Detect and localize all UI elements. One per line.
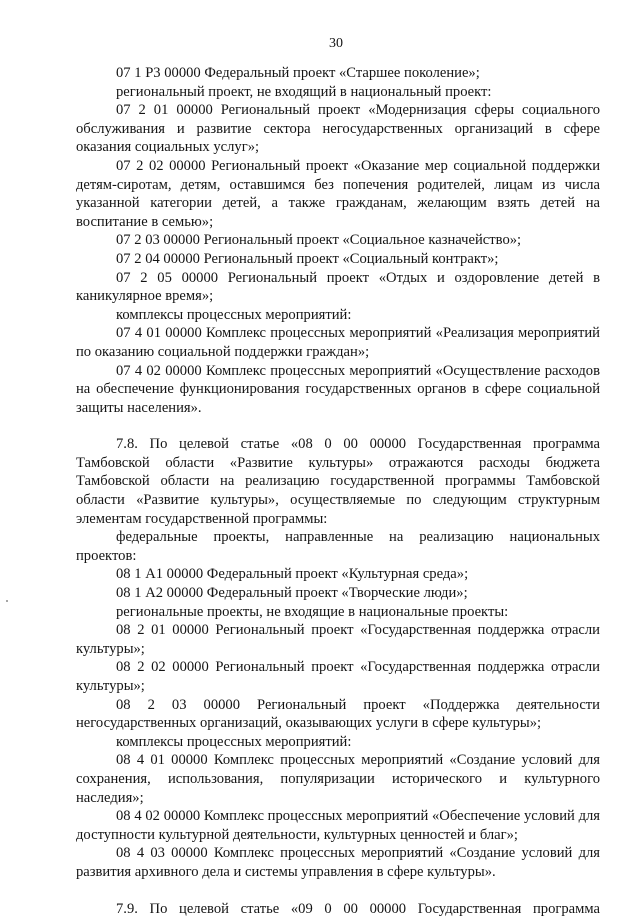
paragraph-regional-projects-heading: региональные проекты, не входящие в национальные проекты: bbox=[116, 603, 509, 620]
paragraph-section-7-8: 7.8. По целевой статье «08 0 00 00000 Государственная программа Тамбовской области «Развитие культуры» отражаются расходы бюджета Тамбовской области на реализацию государственной программы Тамбовской области «Развитие культуры», осуществляемые по следующим структурным элементам государственной программы: bbox=[76, 436, 600, 527]
paragraph-federal-project-08-1-a2: 08 1 А2 00000 Федеральный проект «Творческие люди»; bbox=[116, 585, 468, 602]
paragraph-process-complex-07-4-01: 07 4 01 00000 Комплекс процессных мероприятий «Реализация мероприятий по оказанию социальной поддержки граждан»; bbox=[76, 325, 600, 360]
paragraph-regional-project-07-2-05: 07 2 05 00000 Региональный проект «Отдых и оздоровление детей в каникулярное время»; bbox=[76, 269, 600, 305]
paragraph-regional-project-07-2-01: 07 2 01 00000 Региональный проект «Модернизация сферы социального обслуживания и развитие сектора негосударственных организаций в сфере оказания социальных услуг»; bbox=[76, 102, 600, 156]
paragraph-regional-project-heading: региональный проект, не входящий в национальный проект: bbox=[116, 83, 492, 100]
paragraph-federal-projects-heading: федеральные проекты, направленные на реализацию национальных проектов: bbox=[76, 529, 600, 564]
paragraph-federal-project-07-1-p3: 07 1 Р3 00000 Федеральный проект «Старшее поколение»; bbox=[116, 65, 480, 81]
paragraph-federal-project-08-1-a1: 08 1 А1 00000 Федеральный проект «Культурная среда»; bbox=[116, 566, 469, 583]
paragraph-regional-project-08-2-01: 08 2 01 00000 Региональный проект «Государственная поддержка отрасли культуры»; bbox=[76, 622, 600, 657]
paragraph-process-complex-08-4-03: 08 4 03 00000 Комплекс процессных мероприятий «Создание условий для развития архивного дела и системы управления в сфере культуры». bbox=[76, 845, 600, 880]
page-number: 30 bbox=[329, 36, 343, 51]
paragraph-process-complexes-heading-2: комплексы процессных мероприятий: bbox=[116, 733, 352, 750]
scan-artifact bbox=[6, 600, 8, 602]
document-body bbox=[76, 64, 600, 918]
paragraph-regional-project-07-2-02: 07 2 02 00000 Региональный проект «Оказание мер социальной поддержки детям-сиротам, детям, оставшимся без попечения родителей, лицам из числа указанной категории детей, а также гражданам, желающим взять детей на воспитание в семью»; bbox=[76, 157, 600, 230]
paragraph-regional-project-07-2-04: 07 2 04 00000 Региональный проект «Социальный контракт»; bbox=[116, 250, 499, 267]
paragraph-process-complex-07-4-02: 07 4 02 00000 Комплекс процессных мероприятий «Осуществление расходов на обеспечение функционирования государственных органов в сфере социальной защиты населения». bbox=[76, 362, 600, 416]
paragraph-section-7-9: 7.9. По целевой статье «09 0 00 00000 Государственная программа bbox=[116, 900, 600, 917]
paragraph-process-complex-08-4-01: 08 4 01 00000 Комплекс процессных мероприятий «Создание условий для сохранения, использования, популяризации исторического и культурного наследия»; bbox=[76, 752, 600, 806]
paragraph-regional-project-08-2-03: 08 2 03 00000 Региональный проект «Поддержка деятельности негосударственных организаций, оказывающих услуги в сфере культуры»; bbox=[76, 696, 600, 732]
paragraph-regional-project-08-2-02: 08 2 02 00000 Региональный проект «Государственная поддержка отрасли культуры»; bbox=[76, 659, 600, 694]
paragraph-process-complex-08-4-02: 08 4 02 00000 Комплекс процессных мероприятий «Обеспечение условий для доступности культурной деятельности, культурных ценностей и благ»; bbox=[76, 808, 600, 843]
paragraph-regional-project-07-2-03: 07 2 03 00000 Региональный проект «Социальное казначейство»; bbox=[116, 232, 522, 249]
paragraph-process-complexes-heading: комплексы процессных мероприятий: bbox=[116, 306, 352, 323]
